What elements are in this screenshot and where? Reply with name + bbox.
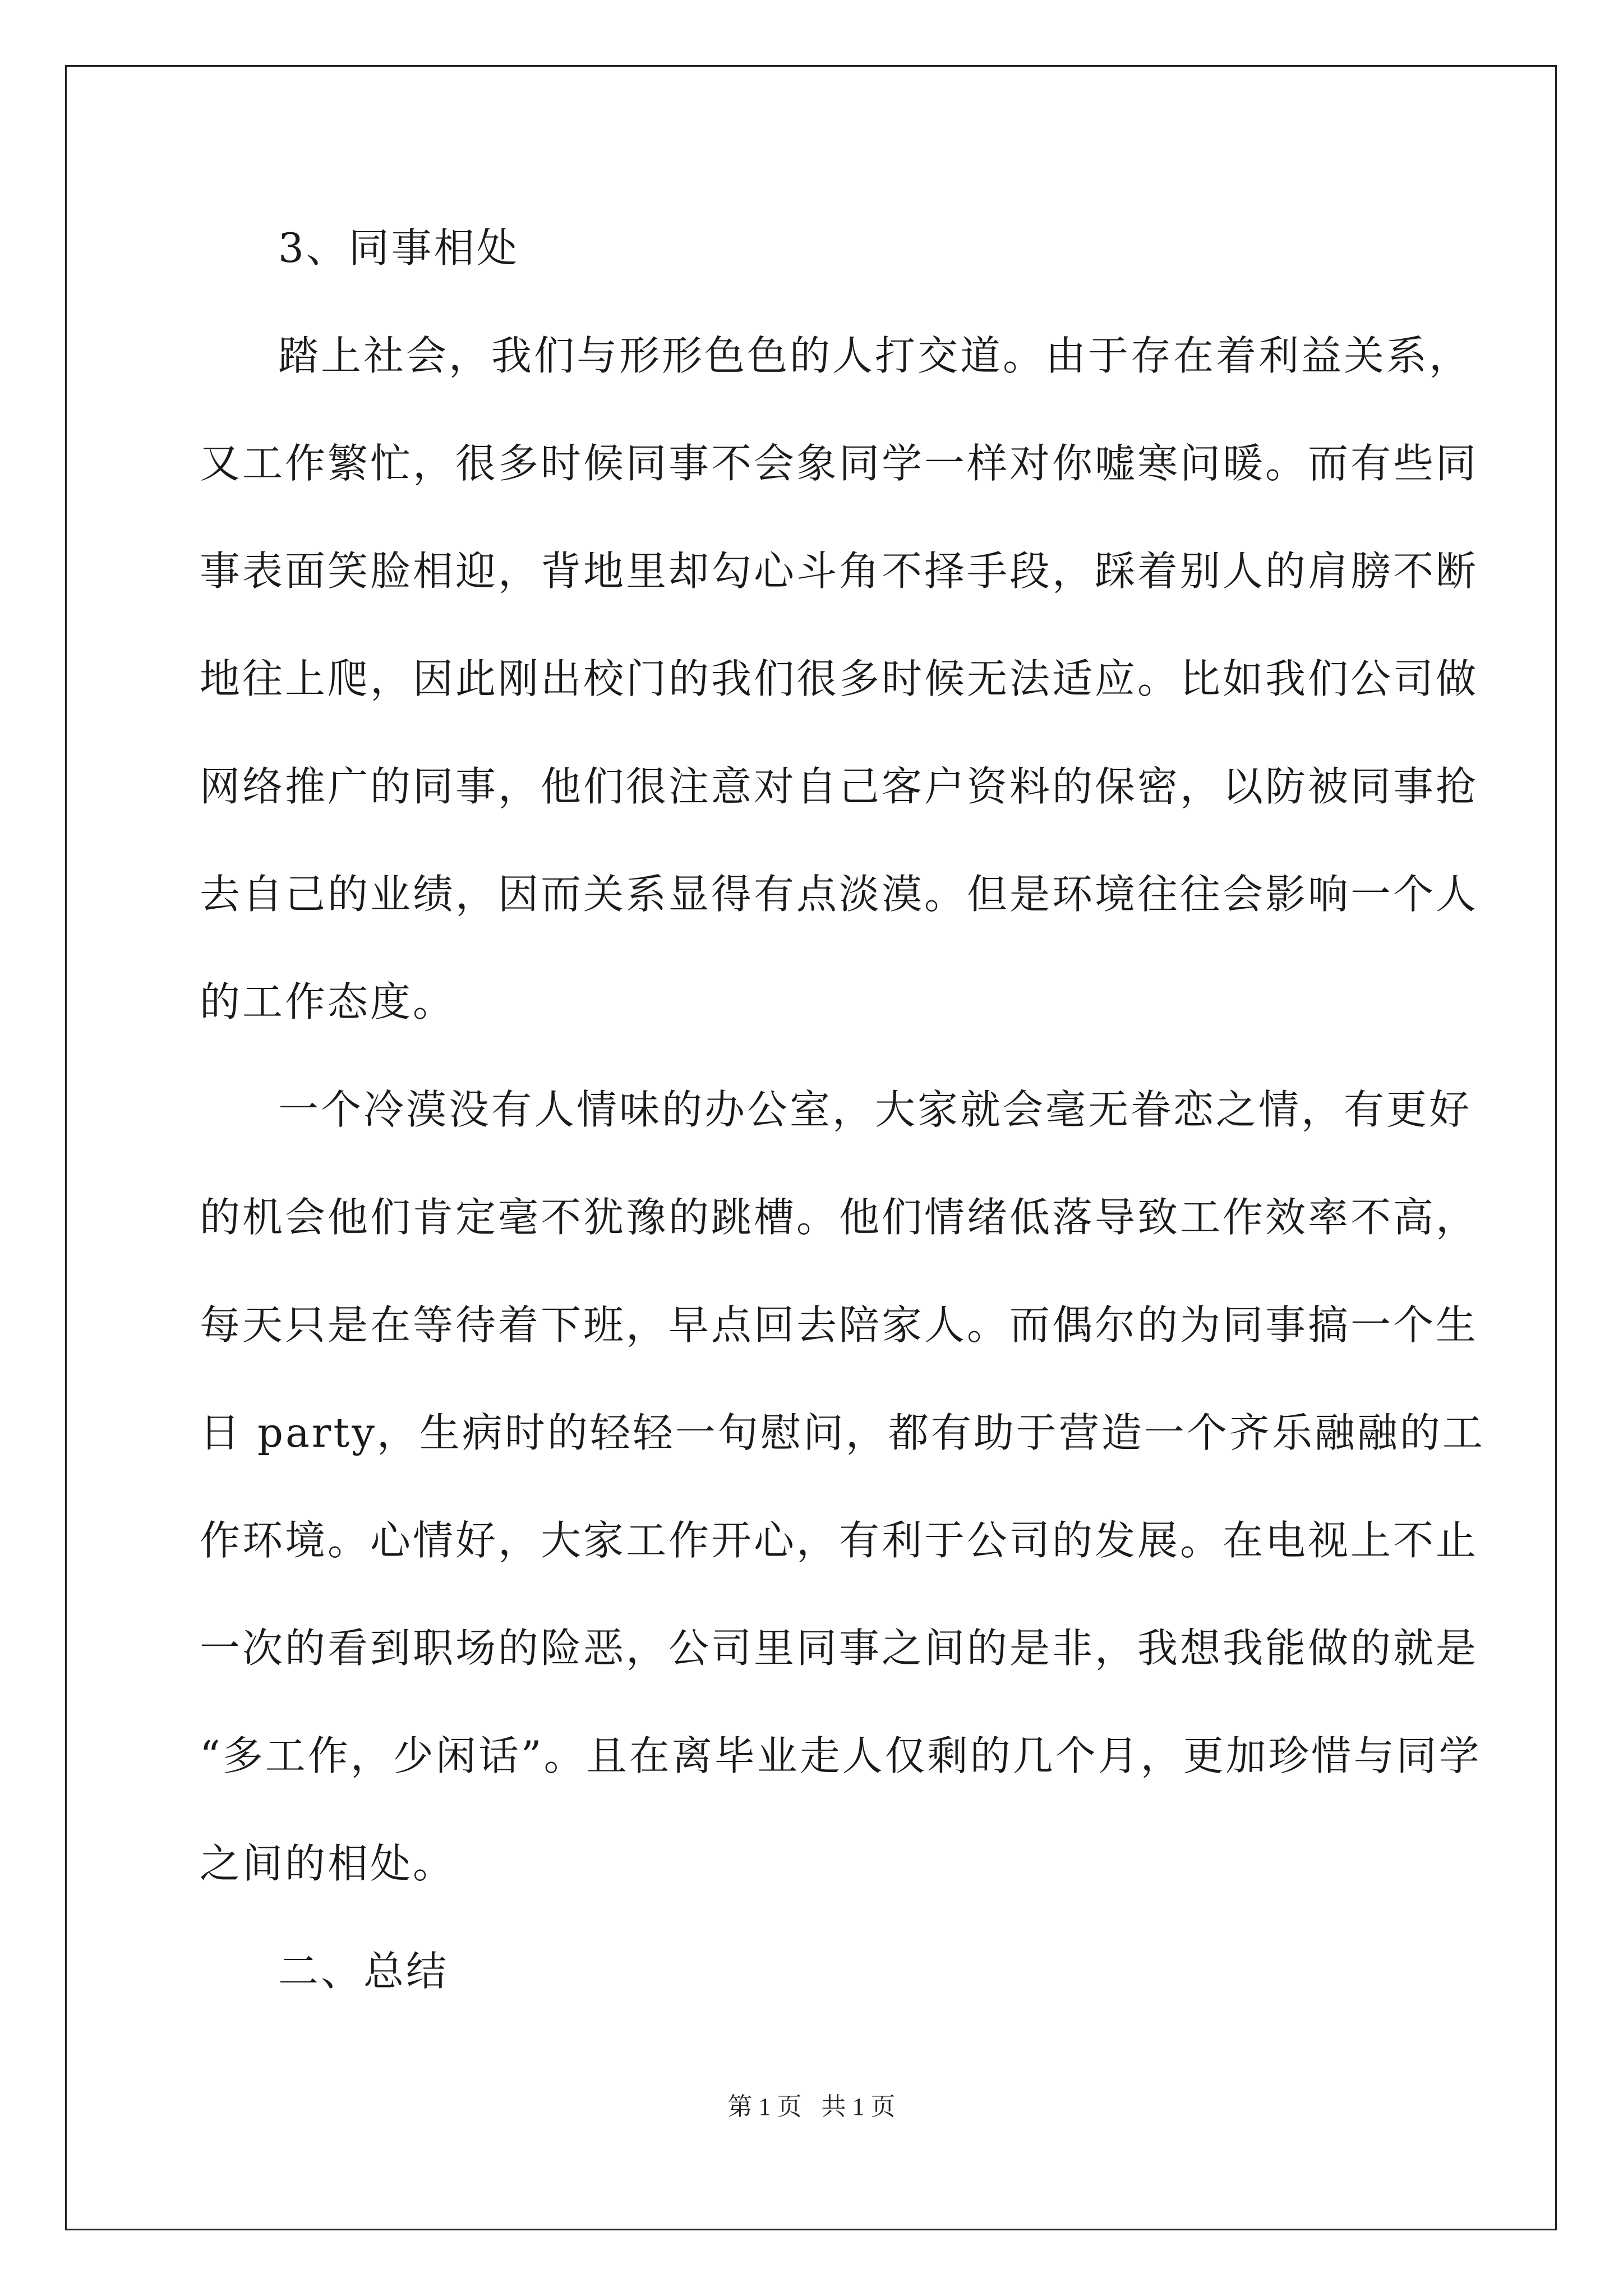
paragraph-line: 事表面笑脸相迎，背地里却勾心斗角不择手段，踩着别人的肩膀不断 [200,547,1479,595]
paragraph-line: 作环境。心情好，大家工作开心，有利于公司的发展。在电视上不止 [200,1517,1479,1564]
page-number-current: 第 1 页 [727,2093,802,2120]
page-number-total: 共 1 页 [821,2093,896,2120]
paragraph-line: 的机会他们肯定毫不犹豫的跳槽。他们情绪低落导致工作效率不高， [200,1194,1479,1241]
paragraph-line: 一个冷漠没有人情味的办公室，大家就会毫无眷恋之情，有更好 [278,1086,1472,1133]
paragraph-line: 地往上爬，因此刚出校门的我们很多时候无法适应。比如我们公司做 [200,655,1479,702]
page-footer [0,2090,1623,2124]
paragraph-line: 去自己的业绩，因而关系显得有点淡漠。但是环境往往会影响一个人 [200,871,1479,918]
section-heading: 3、同事相处 [278,224,519,272]
paragraph-line: 的工作态度。 [200,978,456,1025]
paragraph-line: 每天只是在等待着下班，早点回去陪家人。而偶尔的为同事搞一个生 [200,1301,1479,1349]
paragraph-line: 日 party，生病时的轻轻一句慰问，都有助于营造一个齐乐融融的工 [200,1409,1485,1456]
paragraph-line: 踏上社会，我们与形形色色的人打交道。由于存在着利益关系， [278,332,1472,379]
paragraph-line: 网络推广的同事，他们很注意对自己客户资料的保密，以防被同事抢 [200,763,1479,810]
section-heading: 二、总结 [278,1948,449,1995]
paragraph-line: “多工作，少闲话”。且在离毕业走人仅剩的几个月，更加珍惜与同学 [200,1732,1482,1779]
page-border [65,65,1557,2230]
paragraph-line: 之间的相处。 [200,1840,456,1887]
paragraph-line: 又工作繁忙，很多时候同事不会象同学一样对你嘘寒问暖。而有些同 [200,440,1479,487]
paragraph-line: 一次的看到职场的险恶，公司里同事之间的是非，我想我能做的就是 [200,1625,1479,1672]
